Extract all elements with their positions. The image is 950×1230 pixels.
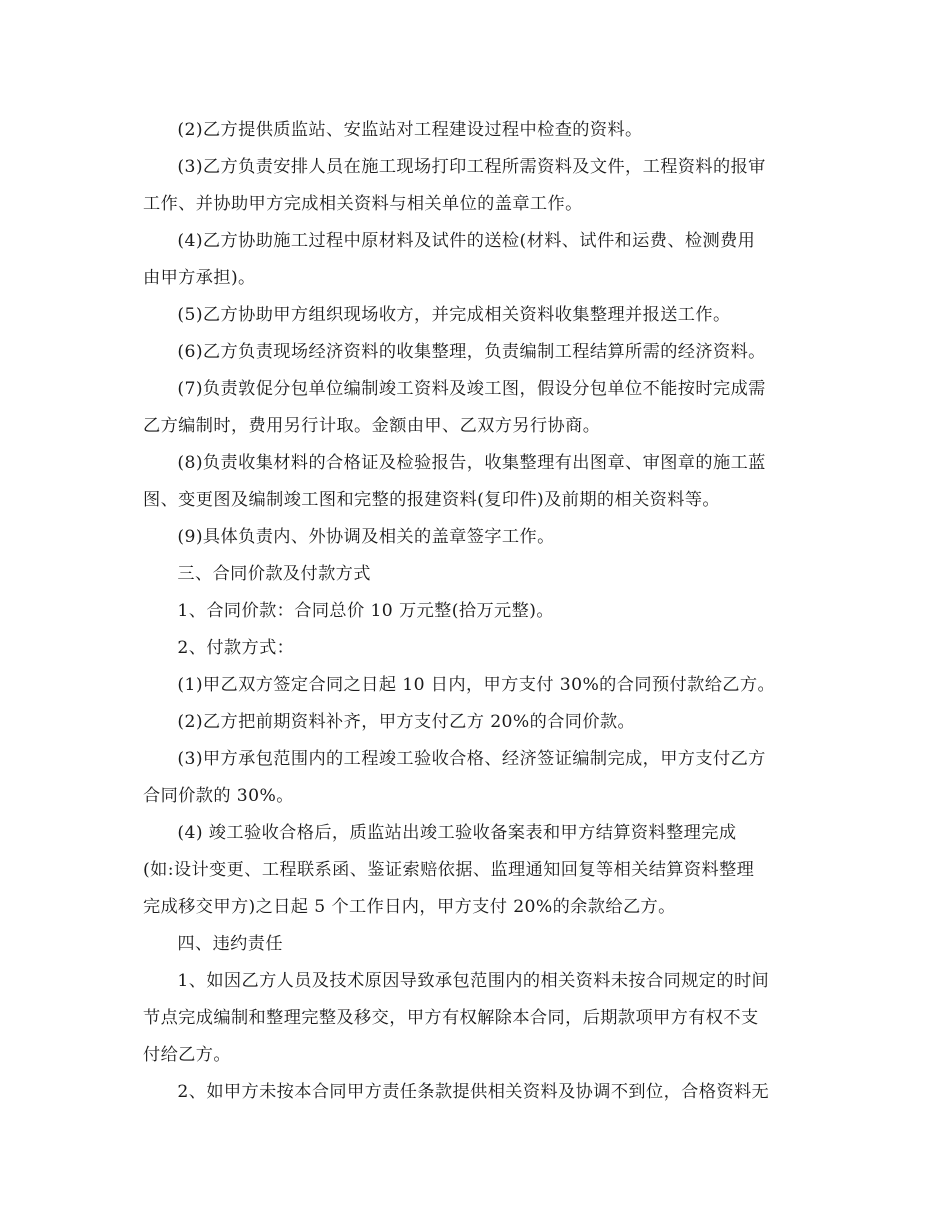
paragraph <box>143 1074 809 1111</box>
text-line: 2、如甲方未按本合同甲方责任条款提供相关资料及协调不到位，合格资料无 <box>177 1082 770 1102</box>
text-line: (2)乙方提供质监站、安监站对工程建设过程中检查的资料。 <box>177 120 643 140</box>
text-line: 付给乙方。 <box>143 1045 231 1065</box>
text-line: (4)乙方协助施工过程中原材料及试件的送检(材料、试件和运费、检测费用 <box>177 231 756 251</box>
paragraph <box>143 334 809 371</box>
text-line: 工作、并协助甲方完成相关资料与相关单位的盖章工作。 <box>143 194 583 214</box>
paragraph <box>143 815 809 926</box>
text-line: 2、付款方式： <box>177 638 295 658</box>
paragraph <box>143 297 809 334</box>
text-line: (3)甲方承包范围内的工程竣工验收合格、经济签证编制完成，甲方支付乙方 <box>177 749 766 769</box>
text-line: (8)负责收集材料的合格证及检验报告，收集整理有出图章、审图章的施工蓝 <box>177 453 766 473</box>
text-line: (6)乙方负责现场经济资料的收集整理，负责编制工程结算所需的经济资料。 <box>177 342 766 362</box>
text-line: (9)具体负责内、外协调及相关的盖章签字工作。 <box>177 527 555 547</box>
text-line: (7)负责敦促分包单位编制竣工资料及竣工图，假设分包单位不能按时完成需 <box>177 379 766 399</box>
text-line: 四、违约责任 <box>177 934 283 954</box>
paragraph <box>143 667 809 704</box>
text-line: (4) 竣工验收合格后，质监站出竣工验收备案表和甲方结算资料整理完成 <box>177 823 737 843</box>
text-line: (2)乙方把前期资料补齐，甲方支付乙方 20%的合同价款。 <box>177 712 636 732</box>
text-line: 图、变更图及编制竣工图和完整的报建资料(复印件)及前期的相关资料等。 <box>143 490 721 510</box>
document-body <box>143 112 809 1111</box>
paragraph <box>143 741 809 815</box>
paragraph <box>143 630 809 667</box>
paragraph <box>143 371 809 445</box>
paragraph <box>143 149 809 223</box>
text-line: 1、如因乙方人员及技术原因导致承包范围内的相关资料未按合同规定的时间 <box>177 971 770 991</box>
paragraph <box>143 704 809 741</box>
paragraph <box>143 223 809 297</box>
text-line: 乙方编制时，费用另行计取。金额由甲、乙双方另行协商。 <box>143 416 601 436</box>
text-line: 由甲方承担)。 <box>143 268 256 288</box>
paragraph <box>143 926 809 963</box>
text-line: 合同价款的 30%。 <box>143 786 294 806</box>
paragraph <box>143 445 809 519</box>
paragraph <box>143 556 809 593</box>
paragraph <box>143 963 809 1074</box>
text-line: (3)乙方负责安排人员在施工现场打印工程所需资料及文件，工程资料的报审 <box>177 157 766 177</box>
paragraph <box>143 519 809 556</box>
text-line: 节点完成编制和整理完整及移交，甲方有权解除本合同，后期款项甲方有权不支 <box>143 1008 759 1028</box>
paragraph <box>143 593 809 630</box>
text-line: 完成移交甲方)之日起 5 个工作日内，甲方支付 20%的余款给乙方。 <box>143 897 676 917</box>
text-line: (如:设计变更、工程联系函、鉴证索赔依据、监理通知回复等相关结算资料整理 <box>143 860 755 880</box>
text-line: (1)甲乙双方签定合同之日起 10 日内，甲方支付 30%的合同预付款给乙方。 <box>177 675 776 695</box>
text-line: (5)乙方协助甲方组织现场收方，并完成相关资料收集整理并报送工作。 <box>177 305 731 325</box>
text-line: 三、合同价款及付款方式 <box>177 564 371 584</box>
paragraph <box>143 112 809 149</box>
text-line: 1、合同价款：合同总价 10 万元整(拾万元整)。 <box>177 601 554 621</box>
